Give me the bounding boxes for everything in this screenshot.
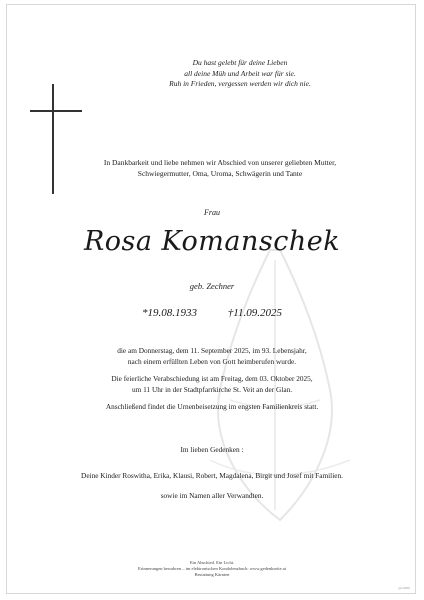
children-list [40, 471, 384, 482]
poem-line: all deine Müh und Arbeit war für sie. [184, 68, 296, 78]
remembrance-heading [40, 445, 384, 456]
life-dates [0, 307, 424, 319]
relatives-note [40, 491, 384, 502]
honorific: Frau [204, 208, 220, 217]
footer-line: Bestattung Kärnten [194, 572, 230, 578]
urn-burial-info [40, 402, 384, 413]
maiden-name: geb. Zechner [189, 281, 235, 291]
relatives-line: sowie im Namen aller Verwandten. [160, 491, 264, 500]
poem-line: Du hast gelebt für deine Lieben [192, 58, 288, 67]
farewell-line: Die feierliche Verabschiedung ist am Freitag, dem 03. Oktober 2025, [111, 374, 313, 383]
cross-icon [52, 84, 54, 194]
remembrance-heading-text: Im lieben Gedenken : [180, 445, 244, 454]
poem-line: Ruh in Frieden, vergessen werden wir dich nie. [169, 79, 311, 88]
corner-code: gk-0000 [398, 586, 410, 590]
intro-text [60, 157, 380, 179]
deceased-name: Rosa Komanschek [83, 226, 341, 257]
death-date: †11.09.2025 [227, 307, 282, 319]
farewell-line: um 11 Uhr in der Stadtpfarrkirche St. Veit an der Glan. [131, 384, 293, 394]
death-notice [40, 346, 384, 367]
cross-icon-bar [30, 110, 82, 112]
birth-date: *19.08.1933 [142, 307, 198, 319]
farewell-info [40, 374, 384, 395]
death-notice-line: die am Donnerstag, dem 11. September 2025, im 93. Lebensjahr, [117, 346, 307, 355]
death-notice-line: nach einem erfüllten Leben von Gott heimberufen wurde. [127, 356, 297, 366]
footer [62, 560, 362, 579]
footer-line: Ein Abschied. Ein Licht. [189, 560, 235, 565]
footer-line: Erinnerungen bewahren – im elektronischen Kondolenzbuch: www.gedenkseite.at [138, 566, 286, 572]
intro-line: Schwiegermutter, Oma, Uroma, Schwägerin und Tante [137, 169, 303, 178]
poem [90, 58, 390, 90]
urn-burial-line: Anschließend findet die Urnenbeisetzung im engsten Familienkreis statt. [105, 402, 319, 411]
intro-line: In Dankbarkeit und liebe nehmen wir Abschied von unserer geliebten Mutter, [103, 158, 337, 167]
children-line: Deine Kinder Roswitha, Erika, Klausi, Robert, Magdalena, Birgit und Josef mit Familien. [81, 471, 343, 480]
